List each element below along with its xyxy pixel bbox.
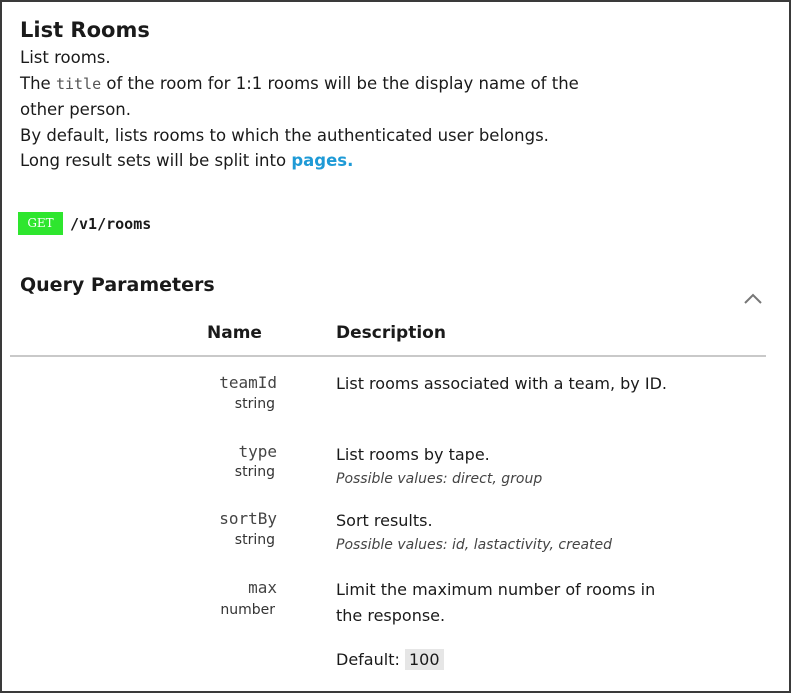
get-method-badge: GET — [18, 212, 63, 235]
title-code: title — [55, 75, 102, 93]
param-possible-values: Possible values: direct, group — [336, 471, 543, 487]
default-value: 100 — [405, 649, 444, 670]
param-description-line-1: Limit the maximum number of rooms in — [336, 580, 656, 599]
param-name: sortBy — [219, 509, 277, 528]
intro-line-2 — [20, 74, 579, 93]
param-description-line-2: the response. — [336, 606, 446, 625]
param-default — [336, 650, 444, 669]
page-title: List Rooms — [20, 18, 150, 42]
intro-line-2-prefix: The — [20, 74, 51, 93]
param-name: teamId — [219, 373, 277, 392]
intro-line-2-suffix: of the room for 1:1 rooms will be the display name of the — [106, 74, 579, 93]
param-type: string — [234, 464, 275, 480]
param-name: type — [238, 442, 277, 461]
param-description: Sort results. — [336, 511, 433, 530]
param-description: List rooms associated with a team, by ID. — [336, 374, 667, 393]
intro-line-3: other person. — [20, 100, 132, 119]
param-possible-values: Possible values: id, lastactivity, created — [336, 537, 613, 553]
query-parameters-heading: Query Parameters — [20, 274, 215, 296]
chevron-up-icon[interactable] — [742, 291, 764, 307]
column-header-description: Description — [336, 323, 446, 343]
intro-line-5 — [20, 151, 353, 170]
table-divider — [10, 355, 766, 357]
intro-line-5-prefix: Long result sets will be split into — [20, 151, 287, 170]
pages-link[interactable]: pages. — [291, 151, 354, 170]
param-description: List rooms by tape. — [336, 445, 490, 464]
endpoint-path: /v1/rooms — [70, 215, 152, 233]
default-label: Default: — [336, 650, 400, 669]
column-header-name: Name — [207, 323, 262, 343]
param-type: number — [220, 602, 275, 618]
intro-line-1: List rooms. — [20, 48, 111, 67]
param-type: string — [234, 396, 275, 412]
param-name: max — [248, 578, 277, 597]
param-type: string — [234, 532, 275, 548]
intro-line-4: By default, lists rooms to which the authenticated user belongs. — [20, 126, 549, 145]
